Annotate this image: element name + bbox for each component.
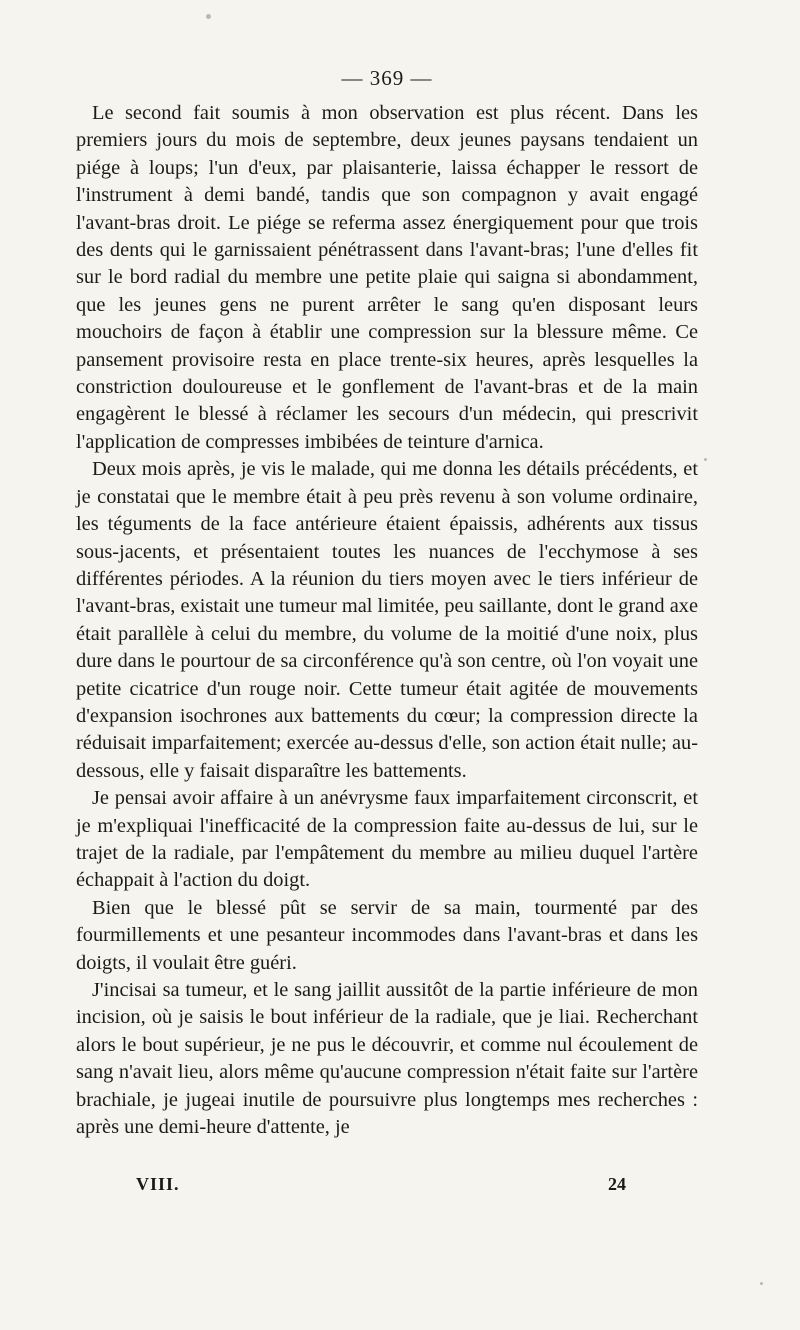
- signature-mark: VIII.: [136, 1174, 180, 1194]
- paragraph: Deux mois après, je vis le malade, qui me donna les détails précédents, et je constatai que le membre était à peu près revenu à son volume ordinaire, les téguments de la face antérieure étaient épaissis, adhérents aux tissus sous-jacents, et présentaient toutes les nuances de l'ecchymose à ses différentes périodes. A la réunion du tiers moyen avec le tiers inférieur de l'avant-bras, existait une tumeur mal limitée, peu saillante, dont le grand axe était parallèle à celui du membre, du volume de la moitié d'une noix, plus dure dans le pourtour de sa circonférence qu'à son centre, où l'on voyait une petite cicatrice d'un rouge noir. Cette tumeur était agitée de mouvements d'expansion isochrones aux battements du cœur; la compression directe la réduisait imparfaitement; exercée au-dessus d'elle, son action était nulle; au-dessous, elle y faisait disparaître les battements.: [76, 458, 698, 782]
- book-page: [76, 64, 698, 1141]
- paragraph: Bien que le blessé pût se servir de sa main, tourmenté par des fourmillements et une pesanteur incommodes dans l'avant-bras et dans les doigts, il voulait être guéri.: [76, 896, 698, 974]
- folio-number: 24: [608, 1174, 626, 1194]
- page-number: — 369 —: [341, 66, 433, 90]
- paper-speck: [760, 1282, 763, 1285]
- paragraph: Je pensai avoir affaire à un anévrysme faux imparfaitement circonscrit, et je m'expliquai l'inefficacité de la compression faite au-dessus de lui, sur le trajet de la radiale, par l'empâtement du membre au milieu duquel l'artère échappait à l'action du doigt.: [76, 787, 698, 892]
- paper-speck: [704, 458, 707, 461]
- paragraph: J'incisai sa tumeur, et le sang jaillit aussitôt de la partie inférieure de mon incision, où je saisis le bout inférieur de la radiale, que je liai. Recherchant alors le bout supérieur, je ne pus le découvrir, et comme nul écoulement de sang n'avait lieu, alors même qu'aucune compression n'était faite sur l'artère brachiale, je jugeai inutile de poursuivre plus longtemps mes recherches : après une demi-heure d'attente, je: [76, 979, 698, 1139]
- paragraph: Le second fait soumis à mon observation est plus récent. Dans les premiers jours du mois de septembre, deux jeunes paysans tendaient un piége à loups; l'un d'eux, par plaisanterie, laissa échapper le ressort de l'instrument à demi bandé, tandis que son compagnon y avait engagé l'avant-bras droit. Le piége se referma assez énergiquement pour que trois des dents qui le garnissaient pénétrassent dans l'avant-bras; l'une d'elles fit sur le bord radial du membre une petite plaie qui saigna si abondamment, que les jeunes gens ne purent arrêter le sang qu'en disposant leurs mouchoirs de façon à établir une compression sur la blessure même. Ce pansement provisoire resta en place trente-six heures, après lesquelles la constriction douloureuse et le gonflement de l'avant-bras et de la main engagèrent le blessé à réclamer les secours d'un médecin, qui prescrivit l'application de compresses imbibées de teinture d'arnica.: [76, 102, 698, 453]
- paper-speck: [206, 14, 211, 19]
